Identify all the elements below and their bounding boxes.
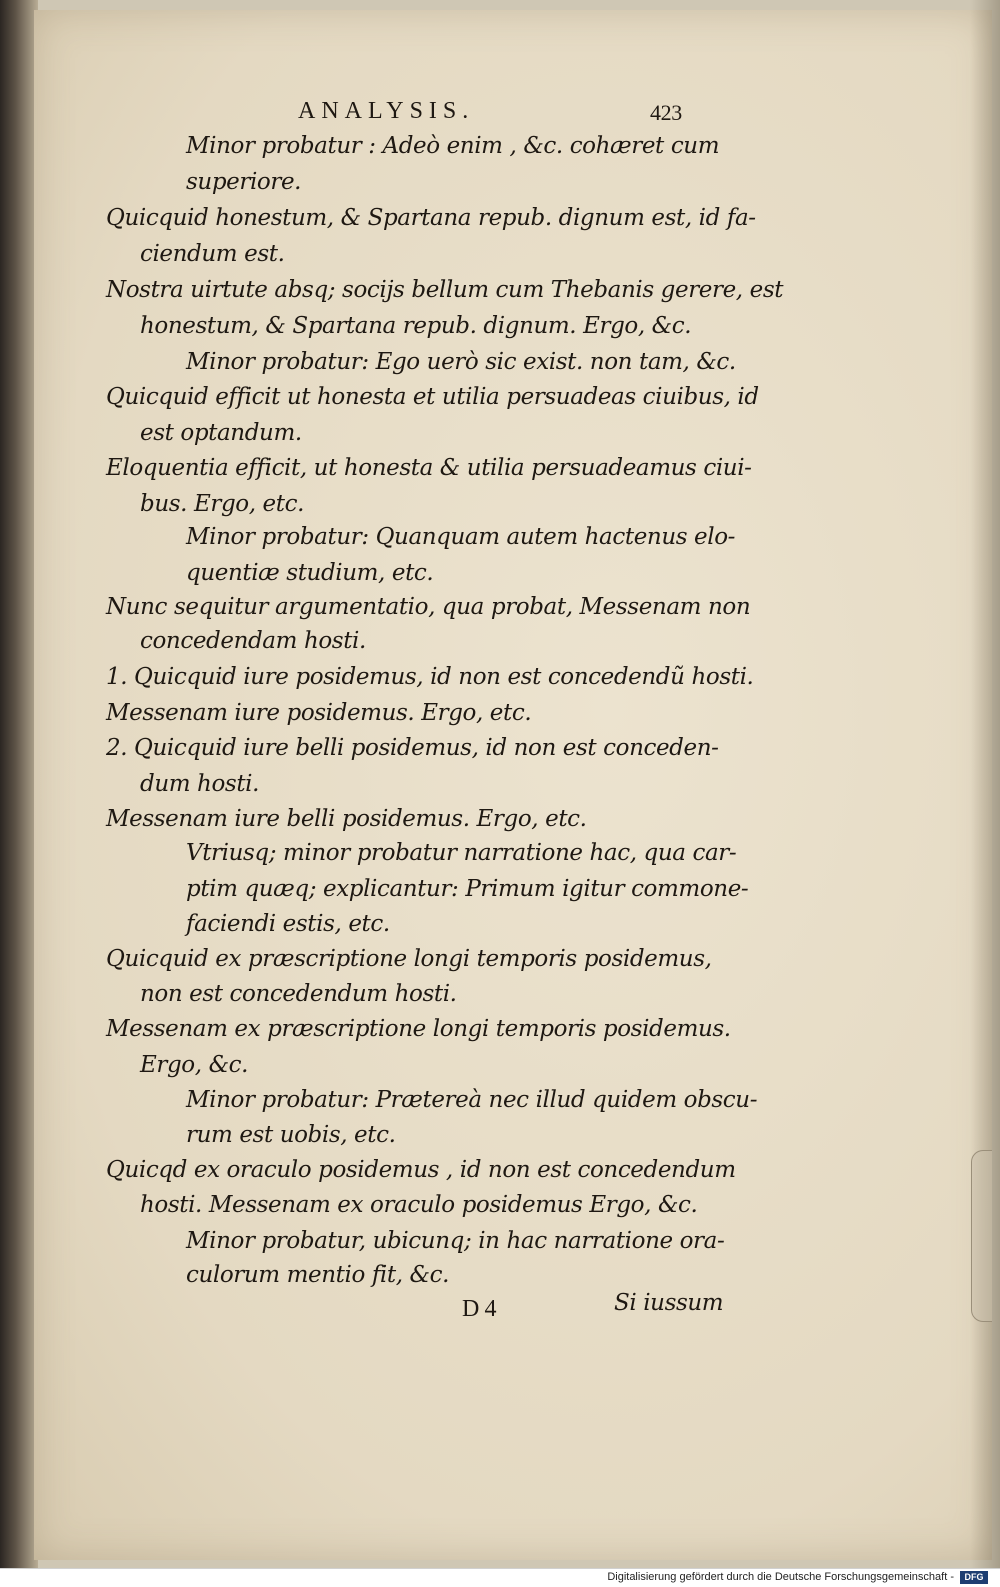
text-line: culorum mentio fit, &c. — [186, 1262, 450, 1288]
text-line: est optandum. — [140, 420, 302, 446]
text-line: 2. Quicquid iure belli posidemus, id non est conceden- — [106, 735, 719, 761]
funding-credit: Digitalisierung gefördert durch die Deutsche Forschungsgemeinschaft - — [607, 1571, 954, 1583]
catchword: Si iussum — [614, 1290, 724, 1316]
text-line: Nunc sequitur argumentatio, qua probat, Messenam non — [106, 594, 751, 620]
text-line: Minor probatur: Quanquam autem hactenus elo- — [186, 524, 736, 550]
text-line: Messenam iure posidemus. Ergo, etc. — [106, 700, 532, 726]
text-line: Quicqd ex oraculo posidemus , id non est concedendum — [106, 1157, 736, 1183]
text-line: quentiæ studium, etc. — [186, 560, 434, 586]
text-line: Quicquid efficit ut honesta et utilia persuadeas ciuibus, id — [106, 384, 759, 410]
text-line: Quicquid honestum, & Spartana repub. dignum est, id fa- — [106, 205, 756, 231]
text-line: bus. Ergo, etc. — [140, 491, 304, 517]
running-head: ANALYSIS. — [298, 98, 475, 124]
dfg-logo: DFG — [960, 1571, 988, 1584]
text-line: dum hosti. — [140, 771, 260, 797]
text-line: superiore. — [186, 169, 302, 195]
footer-bar — [0, 1568, 1000, 1587]
text-line: hosti. Messenam ex oraculo posidemus Ergo, &c. — [140, 1192, 698, 1218]
text-line: Ergo, &c. — [140, 1052, 249, 1078]
text-line: honestum, & Spartana repub. dignum. Ergo, &c. — [140, 313, 692, 339]
text-line: Nostra uirtute absq; socijs bellum cum Thebanis gerere, est — [106, 277, 784, 303]
text-line: 1. Quicquid iure posidemus, id non est concedendũ hosti. — [106, 664, 754, 690]
text-line: Quicquid ex præscriptione longi temporis posidemus, — [106, 946, 712, 972]
text-line: Vtriusq; minor probatur narratione hac, qua car- — [186, 840, 737, 866]
text-line: non est concedendum hosti. — [140, 981, 457, 1007]
text-line: Minor probatur : Adeò enim , &c. cohæret cum — [186, 133, 720, 159]
signature-mark: D 4 — [462, 1296, 497, 1322]
page-number: 423 — [650, 100, 682, 125]
text-line: Minor probatur: Ego uerò sic exist. non tam, &c. — [186, 349, 736, 375]
text-line: Eloquentia efficit, ut honesta & utilia persuadeamus ciui- — [106, 455, 752, 481]
text-line: Minor probatur: Prætereà nec illud quidem obscu- — [186, 1087, 758, 1113]
text-line: ptim quæq; explicantur: Primum igitur commone- — [186, 876, 749, 902]
text-line: ciendum est. — [140, 241, 285, 267]
text-line: Messenam ex præscriptione longi temporis posidemus. — [106, 1016, 731, 1042]
text-line: rum est uobis, etc. — [186, 1122, 396, 1148]
text-line: Minor probatur, ubicunq; in hac narratione ora- — [186, 1228, 725, 1254]
text-line: faciendi estis, etc. — [186, 911, 390, 937]
text-line: Messenam iure belli posidemus. Ergo, etc. — [106, 806, 587, 832]
text-line: concedendam hosti. — [140, 628, 366, 654]
